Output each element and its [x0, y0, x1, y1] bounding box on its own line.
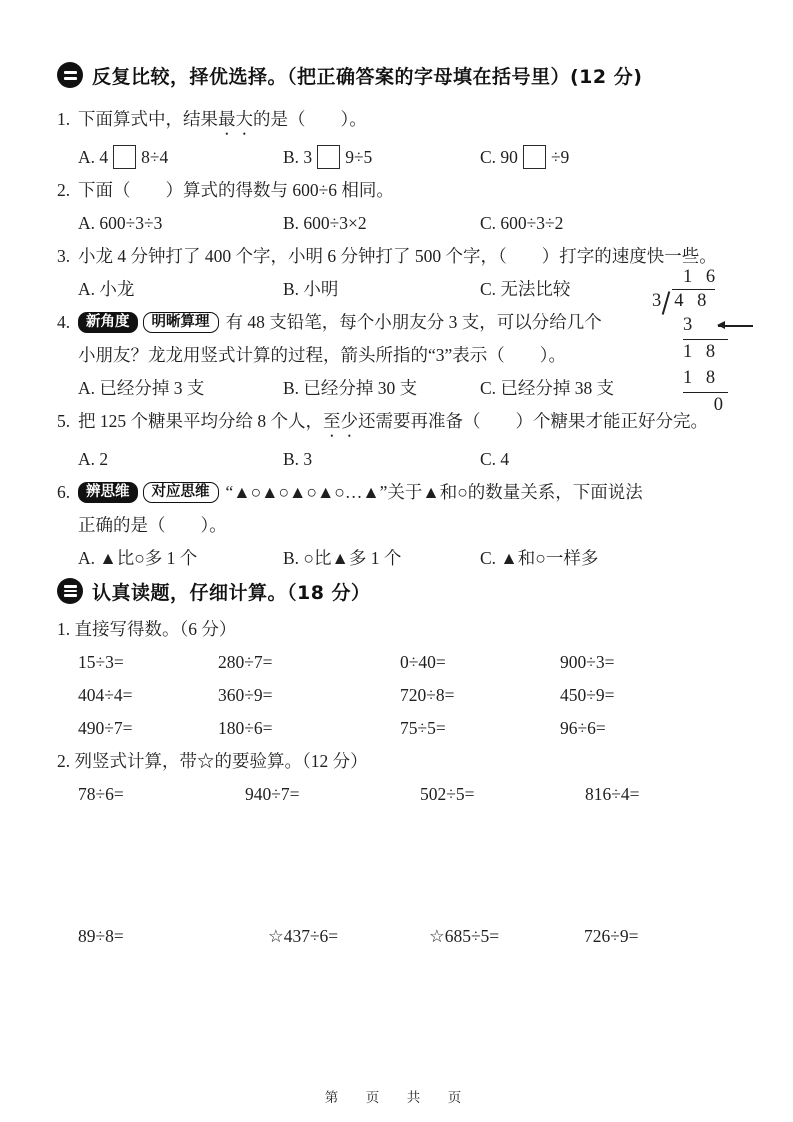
option-a: A. 小龙: [78, 279, 135, 299]
arrow-left-icon: [718, 325, 753, 327]
question-1-text: [57, 104, 745, 139]
option-b: B. 小明: [283, 279, 339, 299]
option-b: B. 600÷3×2: [283, 213, 367, 233]
direct-calc-row-2: [57, 680, 745, 710]
option-b: B. 3 9÷5: [283, 147, 373, 167]
question-1-number: 1.: [57, 109, 71, 129]
expression: 450÷9=: [560, 685, 615, 705]
option-c: C. 90 ÷9: [480, 147, 570, 167]
question-2-text: [57, 175, 745, 205]
long-division-diagram: [652, 266, 782, 419]
question-3-text: [57, 241, 745, 271]
option-a: A. 已经分掉 3 支: [78, 378, 205, 398]
question-5-text: [57, 406, 745, 441]
expression: ☆685÷5=: [429, 926, 500, 946]
section-choice-header: [57, 60, 745, 90]
division-bring-down: 1 8: [683, 342, 716, 362]
option-a: A. ▲比○多 1 个: [78, 548, 198, 568]
division-work: [683, 313, 728, 419]
badge-discriminate-thinking: 辨思维: [78, 482, 138, 503]
question-4-body-2: 小朋友？龙龙用竖式计算的过程，箭头所指的“3”表示（ ）。: [78, 345, 567, 365]
expression: 490÷7=: [78, 718, 133, 738]
section-calc-title: 认真读题，仔细计算。（18 分）: [92, 581, 371, 604]
expression: 502÷5=: [420, 784, 475, 804]
question-4-text-line1: [57, 307, 745, 337]
vertical-calc-label: 2. 列竖式计算，带☆的要验算。（12 分）: [57, 751, 368, 771]
expression: 15÷3=: [78, 652, 124, 672]
vertical-calc-row-1: [57, 779, 745, 809]
answer-box-a[interactable]: [113, 145, 136, 169]
question-1-emphasis: 最大: [218, 109, 253, 129]
vertical-calc-row-2: [57, 921, 745, 951]
option-b: B. 已经分掉 30 支: [283, 378, 418, 398]
direct-calc-row-1: [57, 647, 745, 677]
option-a: A. 600÷3÷3: [78, 213, 163, 233]
question-1-before: 下面算式中，结果: [78, 109, 218, 129]
division-remainder: 0: [713, 395, 723, 415]
question-5-emphasis: 至少: [323, 411, 358, 431]
section-two-icon: [57, 62, 83, 88]
expression: 816÷4=: [585, 784, 640, 804]
division-quotient: 1 6: [683, 267, 716, 287]
question-5-before: 把 125 个糖果平均分给 8 个人，: [78, 411, 323, 431]
expression: ☆437÷6=: [268, 926, 339, 946]
question-5-number: 5.: [57, 411, 71, 431]
question-5-options: [57, 444, 745, 474]
expression: 940÷7=: [245, 784, 300, 804]
question-4-text-line2: [57, 340, 745, 370]
division-main-row: [652, 289, 782, 313]
expression: 96÷6=: [560, 718, 606, 738]
option-c: C. 已经分掉 38 支: [480, 378, 615, 398]
option-c: C. ▲和○一样多: [480, 548, 599, 568]
option-c: C. 600÷3÷2: [480, 213, 564, 233]
question-4-number: 4.: [57, 312, 71, 332]
question-4-options: [57, 373, 745, 403]
section-calc-header: [57, 576, 745, 606]
expression: 360÷9=: [218, 685, 273, 705]
option-c: C. 4: [480, 449, 510, 469]
question-3-options: [57, 274, 745, 304]
question-2-body: 下面（ ）算式的得数与 600÷6 相同。: [78, 180, 394, 200]
division-subtrahend: 1 8: [683, 366, 728, 393]
question-6-number: 6.: [57, 482, 71, 502]
question-2-options: [57, 208, 745, 238]
direct-calc-row-3: [57, 713, 745, 743]
question-1-options: [57, 142, 745, 172]
division-divisor: 3: [652, 291, 662, 311]
question-6-options: [57, 543, 745, 573]
question-6-body-1: “▲○▲○▲○▲○…▲”关于▲和○的数量关系，下面说法: [225, 482, 643, 502]
expression: 0÷40=: [400, 652, 446, 672]
section-choice-title: 反复比较，择优选择。（把正确答案的字母填在括号里）(12 分): [92, 65, 643, 88]
question-3-number: 3.: [57, 246, 71, 266]
question-5-after: 还需要再准备（ ）个糖果才能正好分完。: [358, 411, 708, 431]
section-three-icon: [57, 578, 83, 604]
division-dividend: 4 8: [672, 289, 715, 313]
division-step-3: 3: [683, 313, 728, 340]
expression: 78÷6=: [78, 784, 124, 804]
expression: 726÷9=: [584, 926, 639, 946]
question-6-text-line2: [57, 510, 745, 540]
question-6-body-2: 正确的是（ ）。: [78, 515, 227, 535]
direct-calc-label: 1. 直接写得数。（6 分）: [57, 619, 237, 639]
answer-box-b[interactable]: [317, 145, 340, 169]
expression: 720÷8=: [400, 685, 455, 705]
question-2-number: 2.: [57, 180, 71, 200]
option-a: A. 4 8÷4: [78, 147, 169, 167]
expression: 75÷5=: [400, 718, 446, 738]
badge-correspondence-thinking: 对应思维: [143, 482, 219, 503]
question-6-text-line1: [57, 477, 745, 507]
expression: 280÷7=: [218, 652, 273, 672]
option-b: B. 3: [283, 449, 313, 469]
expression: 900÷3=: [560, 652, 615, 672]
question-4-body-1: 有 48 支铅笔，每个小朋友分 3 支，可以分给几个: [225, 312, 602, 332]
badge-clear-reasoning: 明晰算理: [143, 312, 219, 333]
division-bracket-icon: [662, 291, 671, 315]
page-footer: 第 页 共 页: [324, 1090, 469, 1106]
option-b: B. ○比▲多 1 个: [283, 548, 402, 568]
expression: 89÷8=: [78, 926, 124, 946]
option-a: A. 2: [78, 449, 109, 469]
option-c: C. 无法比较: [480, 279, 571, 299]
answer-box-c[interactable]: [523, 145, 546, 169]
expression: 404÷4=: [78, 685, 133, 705]
badge-new-angle: 新角度: [78, 312, 138, 333]
question-3-body: 小龙 4 分钟打了 400 个字，小明 6 分钟打了 500 个字，（ ）打字的速度快一些。: [78, 246, 717, 266]
question-1-after: 的是（ ）。: [253, 109, 367, 129]
expression: 180÷6=: [218, 718, 273, 738]
